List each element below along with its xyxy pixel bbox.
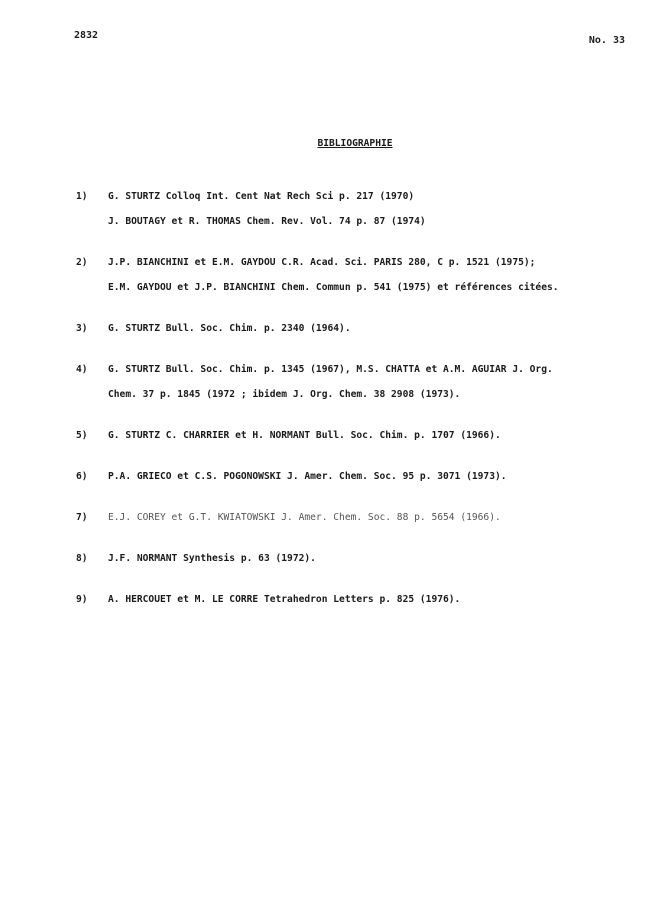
reference-item <box>76 250 656 300</box>
reference-line: G. STURTZ C. CHARRIER et H. NORMANT Bull. Soc. Chim. p. 1707 (1966). <box>108 430 501 441</box>
bibliography-heading: BIBLIOGRAPHIE <box>317 138 393 149</box>
reference-item <box>76 546 656 571</box>
reference-number: 3) <box>76 323 88 334</box>
reference-item <box>76 316 656 341</box>
reference-item <box>76 464 656 489</box>
reference-line: P.A. GRIECO et C.S. POGONOWSKI J. Amer. Chem. Soc. 95 p. 3071 (1973). <box>108 471 507 482</box>
reference-line: J. BOUTAGY et R. THOMAS Chem. Rev. Vol. 74 p. 87 (1974) <box>108 216 426 227</box>
reference-number: 7) <box>76 512 88 523</box>
reference-line: J.F. NORMANT Synthesis p. 63 (1972). <box>108 553 316 564</box>
reference-number: 5) <box>76 430 88 441</box>
reference-item <box>76 184 656 234</box>
reference-item <box>76 587 656 612</box>
reference-number: 1) <box>76 191 88 202</box>
reference-list <box>76 184 656 628</box>
reference-item <box>76 423 656 448</box>
reference-number: 4) <box>76 364 88 375</box>
reference-line: G. STURTZ Bull. Soc. Chim. p. 2340 (1964). <box>108 323 351 334</box>
reference-number: 6) <box>76 471 88 482</box>
page-number: 2832 <box>74 30 99 41</box>
reference-line: G. STURTZ Bull. Soc. Chim. p. 1345 (1967), M.S. CHATTA et A.M. AGUIAR J. Org. <box>108 364 553 375</box>
reference-line: E.J. COREY et G.T. KWIATOWSKI J. Amer. Chem. Soc. 88 p. 5654 (1966). <box>108 512 501 523</box>
reference-line: G. STURTZ Colloq Int. Cent Nat Rech Sci p. 217 (1970) <box>108 191 415 202</box>
issue-number: No. 33 <box>588 35 625 46</box>
reference-number: 8) <box>76 553 88 564</box>
reference-line: Chem. 37 p. 1845 (1972 ; ibidem J. Org. Chem. 38 2908 (1973). <box>108 389 461 400</box>
reference-line: J.P. BIANCHINI et E.M. GAYDOU C.R. Acad. Sci. PARIS 280, C p. 1521 (1975); <box>108 257 536 268</box>
reference-number: 2) <box>76 257 88 268</box>
reference-item <box>76 357 656 407</box>
reference-line: E.M. GAYDOU et J.P. BIANCHINI Chem. Commun p. 541 (1975) et références citées. <box>108 282 559 293</box>
reference-item <box>76 505 656 530</box>
reference-line: A. HERCOUET et M. LE CORRE Tetrahedron Letters p. 825 (1976). <box>108 594 461 605</box>
reference-number: 9) <box>76 594 88 605</box>
